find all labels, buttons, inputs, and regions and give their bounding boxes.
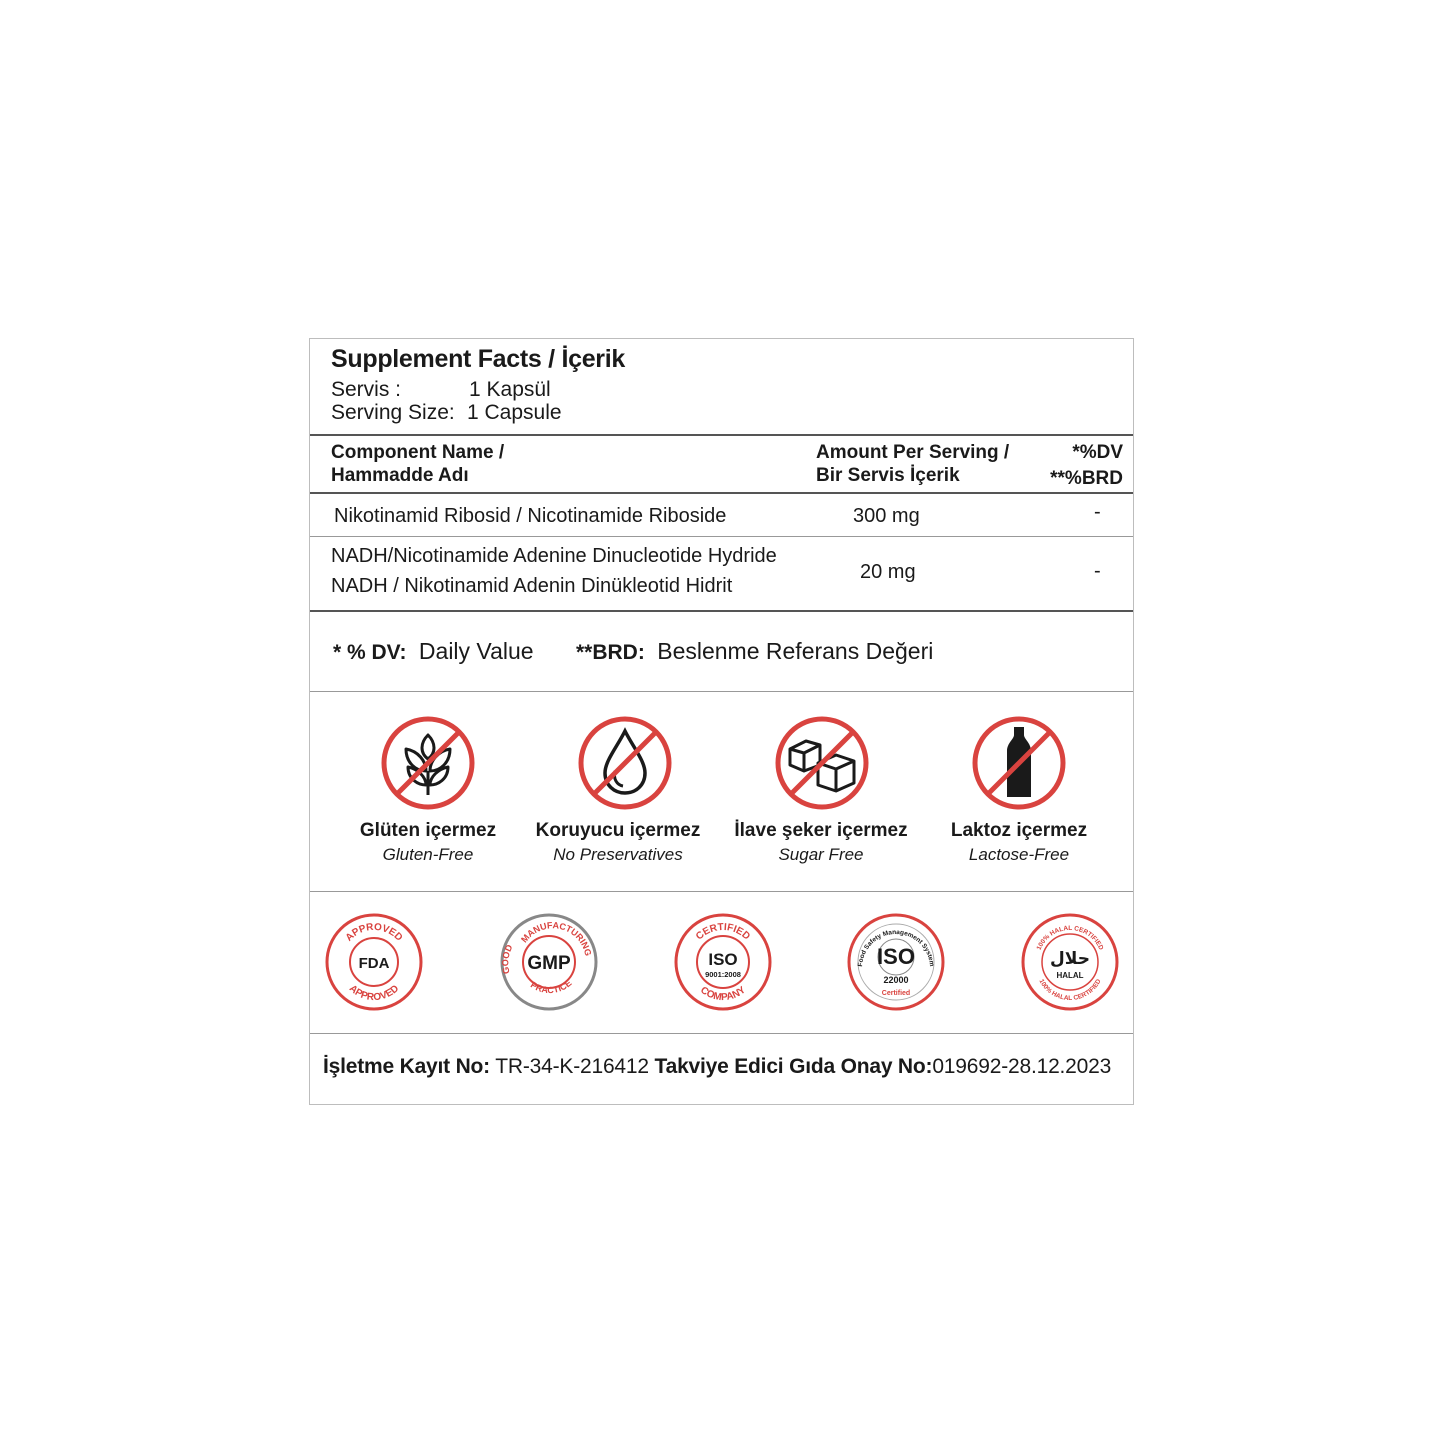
page-title: Supplement Facts / İçerik xyxy=(331,345,625,373)
divider xyxy=(310,691,1133,692)
halal-certified-seal xyxy=(1020,912,1120,1012)
svg-text:MANUFACTURING: MANUFACTURING xyxy=(519,920,594,957)
sugar-free-caption: İlave şeker içermez Sugar Free xyxy=(734,820,908,864)
no-preservatives-caption: Koruyucu içermez No Preservatives xyxy=(535,820,701,864)
serving-size-label: Serving Size: xyxy=(331,401,455,424)
table-row-amount: 300 mg xyxy=(853,505,920,527)
supplement-facts-label xyxy=(309,338,1134,1105)
divider xyxy=(310,434,1133,436)
svg-text:Food Safety Management System: Food Safety Management System xyxy=(856,928,936,967)
sugar-cube-icon xyxy=(774,715,870,811)
svg-text:PRACTICE: PRACTICE xyxy=(528,977,574,996)
iso-9001-seal xyxy=(673,912,773,1012)
svg-text:9001:2008: 9001:2008 xyxy=(705,970,741,979)
table-row-dv: - xyxy=(1094,560,1101,582)
fda-approved-seal xyxy=(324,912,424,1012)
svg-text:COMPANY: COMPANY xyxy=(698,984,748,1004)
serving-size-value: 1 Capsule xyxy=(467,401,562,424)
svg-text:FDA: FDA xyxy=(358,955,390,972)
svg-text:APPROVED: APPROVED xyxy=(343,921,405,944)
svg-text:22000: 22000 xyxy=(883,975,909,985)
svg-text:CERTIFIED: CERTIFIED xyxy=(694,921,752,943)
svg-text:Certified: Certified xyxy=(881,990,911,997)
wheat-icon xyxy=(380,715,476,811)
svg-text:ISO: ISO xyxy=(877,944,915,969)
svg-text:HALAL: HALAL xyxy=(1056,971,1084,980)
svg-text:100% HALAL CERTIFIED: 100% HALAL CERTIFIED xyxy=(1037,978,1103,1003)
servis-value: 1 Kapsül xyxy=(469,378,551,401)
divider xyxy=(310,610,1133,612)
svg-text:APPROVED: APPROVED xyxy=(346,983,402,1004)
gmp-seal xyxy=(499,912,599,1012)
divider xyxy=(310,492,1133,494)
col-header-name: Component Name / Hammadde Adı xyxy=(331,442,505,486)
svg-text:GMP: GMP xyxy=(527,953,571,974)
divider xyxy=(310,891,1133,892)
col-header-dv: *%DV **%BRD xyxy=(1050,442,1123,489)
table-row-name: Nikotinamid Ribosid / Nicotinamide Riboside xyxy=(334,505,727,527)
registration-line: İşletme Kayıt No: TR-34-K-216412 Takviye Edici Gıda Onay No:019692-28.12.2023 xyxy=(323,1055,1112,1078)
table-row-name-secondary: NADH / Nikotinamid Adenin Dinükleotid Hidrit xyxy=(331,575,733,597)
svg-text:حلال: حلال xyxy=(1050,949,1090,969)
divider xyxy=(310,536,1133,537)
footnote-brd: **BRD: Beslenme Referans Değeri xyxy=(576,638,934,664)
col-header-amount: Amount Per Serving / Bir Servis İçerik xyxy=(816,442,1010,486)
table-row-amount: 20 mg xyxy=(860,561,916,583)
svg-text:GOOD: GOOD xyxy=(500,943,515,975)
footnote-dv: * % DV: Daily Value xyxy=(333,638,534,664)
servis-label: Servis : xyxy=(331,378,402,401)
gluten-free-caption: Glüten içermez Gluten-Free xyxy=(359,820,497,864)
iso-22000-seal xyxy=(846,912,946,1012)
svg-text:100% HALAL CERTIFIED: 100% HALAL CERTIFIED xyxy=(1035,924,1105,952)
svg-text:ISO: ISO xyxy=(708,950,738,969)
table-row-dv: - xyxy=(1094,501,1101,523)
table-row-name: NADH/Nicotinamide Adenine Dinucleotide Hydride xyxy=(331,545,777,567)
divider xyxy=(310,1033,1133,1034)
lactose-free-caption: Laktoz içermez Lactose-Free xyxy=(950,820,1088,864)
drop-icon xyxy=(577,715,673,811)
bottle-icon xyxy=(971,715,1067,811)
